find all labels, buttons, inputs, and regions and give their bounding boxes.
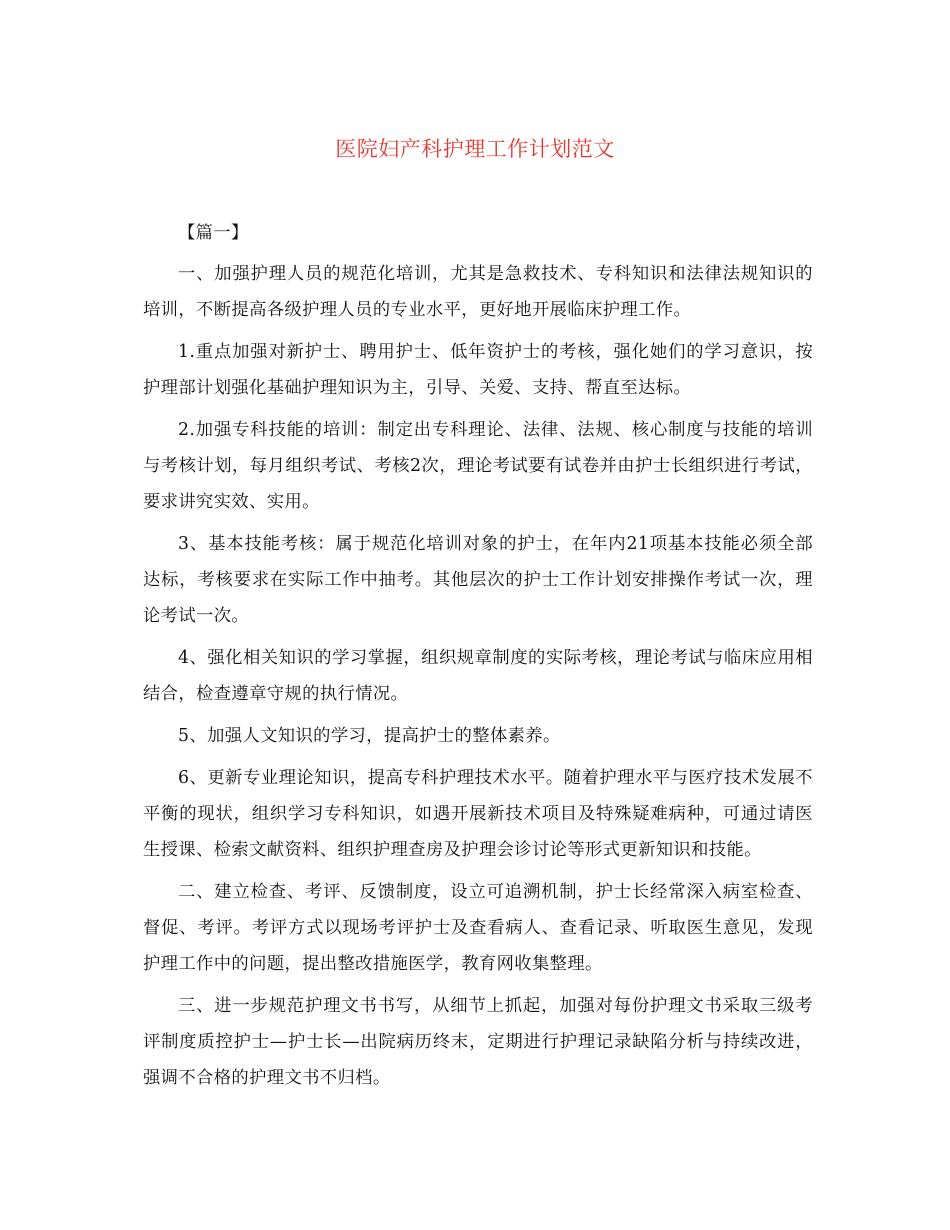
section-label: 【篇一】 <box>178 223 249 243</box>
paragraph: 二、建立检查、考评、反馈制度，设立可追溯机制，护士长经常深入病室检查、督促、考评。考评方式以现场考评护士及查看病人、查看记录、听取医生意见，发现护理工作中的问题，提出整改措施医学，教育网收集整理。 <box>143 882 813 974</box>
paragraph: 6、更新专业理论知识，提高专科护理技术水平。随着护理水平与医疗技术发展不平衡的现状，组织学习专科知识，如遇开展新技术项目及特殊疑难病种，可通过请医生授课、检索文献资料、组织护理查房及护理会诊讨论等形式更新知识和技能。 <box>143 768 813 860</box>
paragraph: 3、基本技能考核：属于规范化培训对象的护士，在年内21项基本技能必须全部达标，考核要求在实际工作中抽考。其他层次的护士工作计划安排操作考试一次，理论考试一次。 <box>143 534 813 626</box>
paragraph: 三、进一步规范护理文书书写，从细节上抓起，加强对每份护理文书采取三级考评制度质控护士—护士长—出院病历终末，定期进行护理记录缺陷分析与持续改进，强调不合格的护理文书不归档。 <box>143 996 813 1088</box>
document-title: 医院妇产科护理工作计划范文 <box>335 137 615 161</box>
paragraph: 一、加强护理人员的规范化培训，尤其是急救技术、专科知识和法律法规知识的培训，不断提高各级护理人员的专业水平，更好地开展临床护理工作。 <box>143 264 813 320</box>
paragraph: 5、加强人文知识的学习，提高护士的整体素养。 <box>178 726 561 746</box>
document-body <box>143 216 813 1102</box>
paragraph: 2.加强专科技能的培训：制定出专科理论、法律、法规、核心制度与技能的培训与考核计划，每月组织考试、考核2次，理论考试要有试卷并由护士长组织进行考试，要求讲究实效、实用。 <box>143 420 813 512</box>
paragraph: 4、强化相关知识的学习掌握，组织规章制度的实际考核，理论考试与临床应用相结合，检查遵章守规的执行情况。 <box>143 648 813 704</box>
paragraph: 1.重点加强对新护士、聘用护士、低年资护士的考核，强化她们的学习意识，按护理部计划强化基础护理知识为主，引导、关爱、支持、帮直至达标。 <box>143 342 813 398</box>
